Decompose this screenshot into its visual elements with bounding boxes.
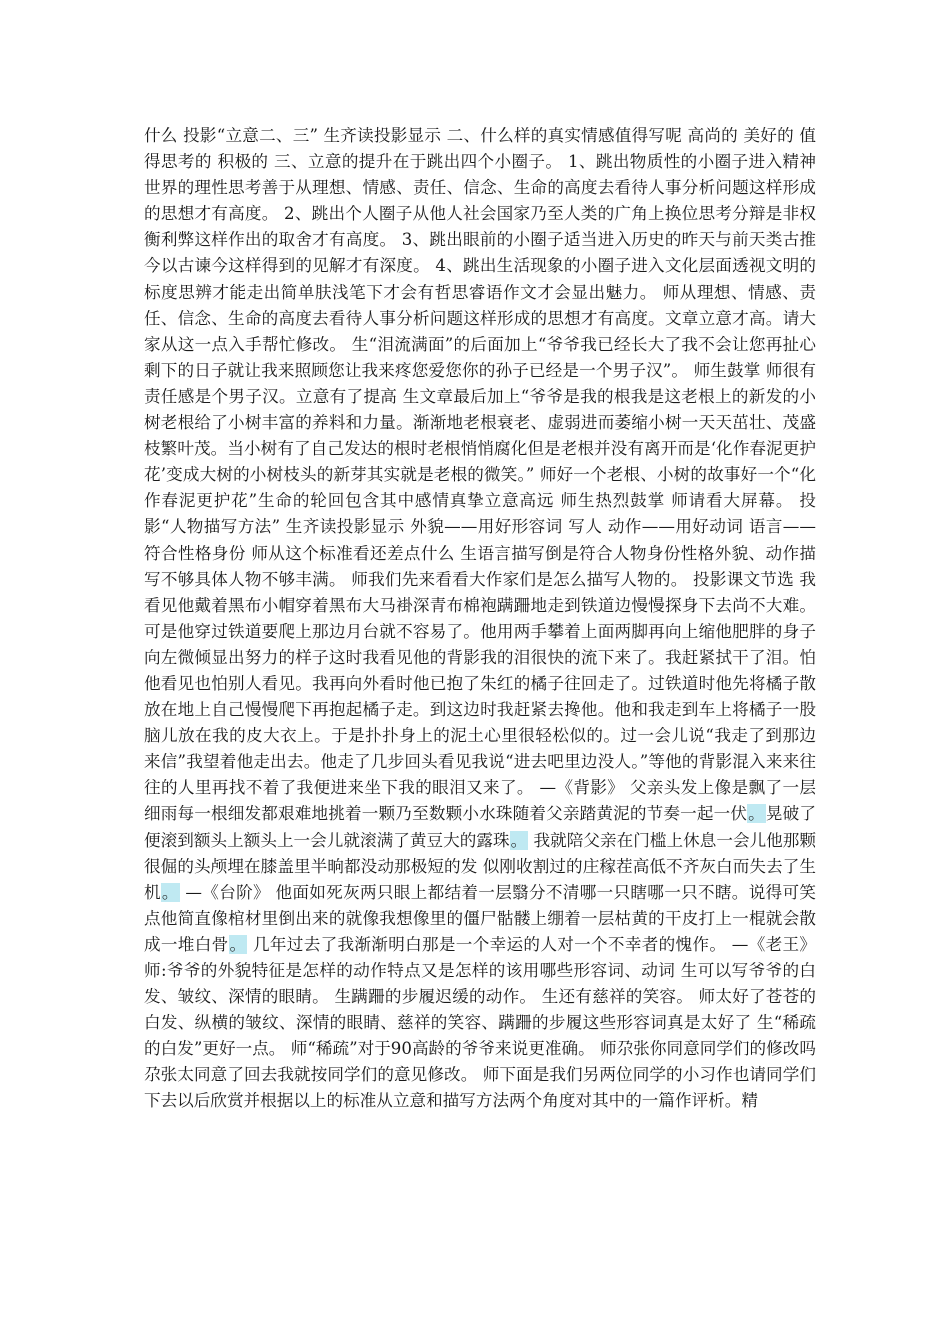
text-segment: 我就陪父亲在门槛上休息一会儿他那颗很倔的头颅埋在膝盖里半晌都没动那极短的发 似刚收割过的庄稼茬高低不齐灰白而失去了生机 bbox=[144, 830, 817, 902]
text-segment: —《台阶》 他面如死灰两只眼上都结着一层翳分不清哪一只瞎哪一只不瞎。说得可笑点他简直像棺材里倒出来的就像我想像里的僵尸骷髅上绷着一层枯黄的干皮打上一棍就会散成一堆白骨 bbox=[144, 882, 816, 954]
highlighted-period: 。 bbox=[229, 934, 247, 954]
text-segment: 几年过去了我渐渐明白那是一个幸运的人对一个不幸者的愧作。 —《老王》 师:爷爷的外貌特征是怎样的动作特点又是怎样的该用哪些形容词、动词 生可以写爷爷的白发、皱纹、深情的眼睛。 生蹒跚的步履迟缓的动作。 生还有慈祥的笑容。 师太好了苍苍的白发、纵横的皱纹、深情的眼睛、慈祥的笑容、蹒跚的步履这些形容词真是太好了 生“稀疏的白发”更好一点。 师“稀疏”对于90高龄的爷爷来说更准确。 师尕张你同意同学们的修改吗 尕张太同意了回去我就按同学们的意见修改。 师下面是我们另两位同学的小习作也请同学们下去以后欣赏并根据以上的标准从立意和描写方法两个角度对其中的一篇作评析。精 bbox=[144, 934, 817, 1111]
highlighted-period: 。 bbox=[510, 830, 528, 850]
highlighted-period: 。 bbox=[161, 882, 179, 902]
highlighted-period: 。 bbox=[748, 804, 765, 824]
body-paragraph bbox=[144, 123, 816, 1115]
text-segment: 晃破了便滚到额头上额头上一会儿就滚满了黄豆大的露珠 bbox=[144, 804, 817, 850]
text-segment: 什么 投影“立意二、三” 生齐读投影显示 二、什么样的真实情感值得写呢 高尚的 美好的 值得思考的 积极的 三、立意的提升在于跳出四个小圈子。 1、跳出物质性的小圈子进入精神世界的理性思考善于从理想、情感、责任、信念、生命的高度去看待人事分析问题这样形成的思想才有高度。 2、跳出个人圈子从他人社会国家乃至人类的广角上换位思考分辩是非权衡利弊这样作出的取舍才有高度。 3、跳出眼前的小圈子适当进入历史的昨天与前天类古推今以古谏今这样得到的见解才有深度。 4、跳出生活现象的小圈子进入文化层面透视文明的标度思辨才能走出简单肤浅笔下才会有哲思睿语作文才会显出魅力。 师从理想、情感、责任、信念、生命的高度去看待人事分析问题这样形成的思想才有高度。文章立意才高。请大家从这一点入手帮忙修改。 生“泪流满面”的后面加上“爷爷我已经长大了我不会让您再扯心剩下的日子就让我来照顾您让我来疼您爱您你的孙子已经是一个男子汉”。 师生鼓掌 师很有责任感是个男子汉。立意有了提高 生文章最后加上“爷爷是我的根我是这老根上的新发的小树老根给了小树丰富的养料和力量。渐渐地老根衰老、虚弱进而萎缩小树一天天茁壮、茂盛枝繁叶茂。当小树有了自己发达的根时老根悄悄腐化但是老根并没有离开而是‘化作春泥更护花’变成大树的小树枝头的新芽其实就是老根的微笑。” 师好一个老根、小树的故事好一个“化作春泥更护花”生命的轮回包含其中感情真挚立意高远 师生热烈鼓掌 师请看大屏幕。 投影“人物描写方法” 生齐读投影显示 外貌——用好形容词 写人 动作——用好动词 语言——符合性格身份 师从这个标准看还差点什么 生语言描写倒是符合人物身份性格外貌、动作描写不够具体人物不够丰满。 师我们先来看看大作家们是怎么描写人物的。 投影课文节选 我看见他戴着黑布小帽穿着黑布大马褂深青布棉袍蹒跚地走到铁道边慢慢探身下去尚不大难。可是他穿过铁道要爬上那边月台就不容易了。他用两手攀着上面两脚再向上缩他肥胖的身子向左微倾显出努力的样子这时我看见他的背影我的泪很快的流下来了。我赶紧拭干了泪。怕他看见也怕别人看见。我再向外看时他已抱了朱红的橘子往回走了。过铁道时他先将橘子散放在地上自己慢慢爬下再抱起橘子走。到这边时我赶紧去搀他。他和我走到车上将橘子一股脑儿放在我的皮大衣上。于是扑扑身上的泥土心里很轻松似的。过一会儿说“我走了到那边来信”我望着他走出去。他走了几步回头看见我说“进去吧里边没人。”等他的背影混入来来往往的人里再找不着了我便进来坐下我的眼泪又来了。 —《背影》 父亲头发上像是飘了一层细雨每一根细发都艰难地挑着一颗乃至数颗小水珠随着父亲踏黄泥的节奏一起一伏 bbox=[144, 126, 816, 824]
